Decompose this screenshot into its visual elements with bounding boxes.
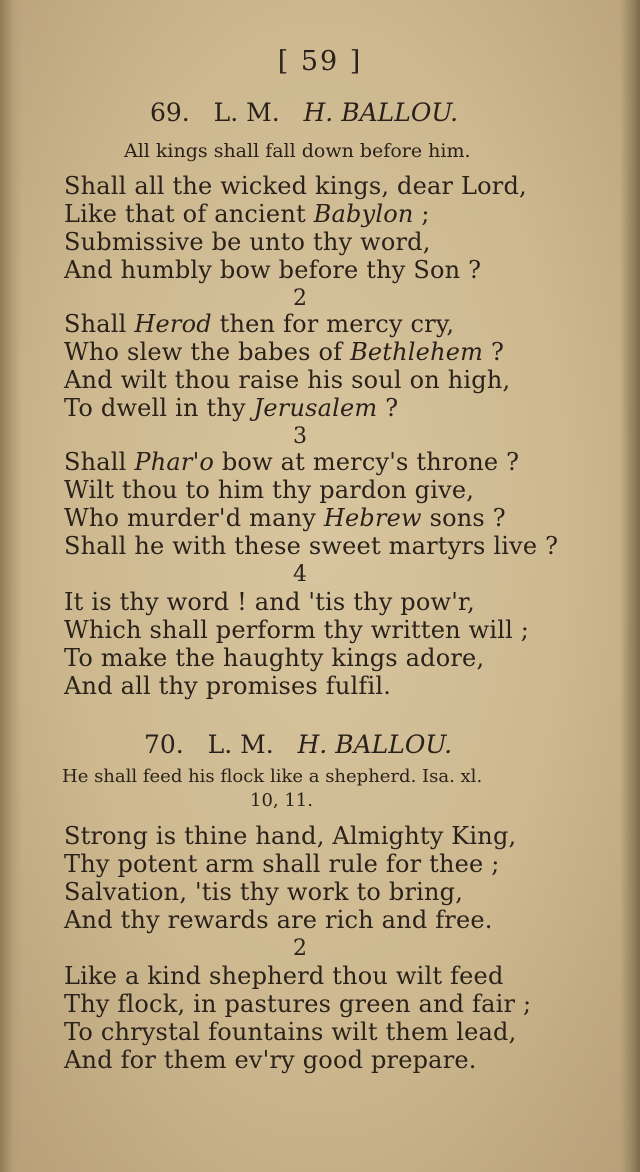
verse-line: Thy potent arm shall rule for thee ; [64,850,500,878]
verse-line: It is thy word ! and 'tis thy pow'r, [64,588,475,616]
verse-line [64,310,454,338]
hymn-meter: L. M. [207,730,274,759]
verse-line: And for them ev'ry good prepare. [64,1046,477,1074]
hymn-subtitle: All kings shall fall down before him. [124,140,471,162]
verse-segment: ; [413,200,430,228]
verse-line [64,200,430,228]
verse-line: And wilt thou raise his soul on high, [64,366,511,394]
hymn-subtitle-cont: 10, 11. [250,790,313,811]
verse-line: Strong is thine hand, Almighty King, [64,822,517,850]
verse-line: And all thy promises fulfil. [64,672,392,700]
italic-name: Jerusalem [253,394,378,422]
verse-line: Shall all the wicked kings, dear Lord, [64,172,527,200]
verse-segment: Who murder'd many [64,504,324,532]
verse-line: To make the haughty kings adore, [64,644,485,672]
hymn-header [150,98,458,127]
verse-line: Wilt thou to him thy pardon give, [64,476,475,504]
hymn-meter: L. M. [213,98,280,127]
hymn-header [144,730,452,759]
hymn-author: H. BALLOU. [297,730,453,759]
verse-line: And humbly bow before thy Son ? [64,256,482,284]
italic-name: Phar'o [134,448,215,476]
hymn-number: 69. [150,98,190,127]
italic-name: Babylon [313,200,414,228]
hymn-number: 70. [144,730,184,759]
verse-segment: ? [377,394,399,422]
verse-line [64,504,506,532]
verse-segment: Who slew the babes of [64,338,351,366]
verse-line: Which shall perform thy written will ; [64,616,530,644]
verse-line [64,338,504,366]
verse-segment: Like that of ancient [64,200,314,228]
stanza-number: 4 [293,562,307,587]
italic-name: Bethlehem [350,338,484,366]
verse-segment: sons ? [421,504,506,532]
verse-segment: then for mercy cry, [211,310,455,338]
italic-name: Herod [134,310,212,338]
verse-line: Like a kind shepherd thou wilt feed [64,962,504,990]
hymn-author: H. BALLOU. [303,98,459,127]
verse-line [64,394,398,422]
page-number: [ 59 ] [277,46,363,77]
verse-line: And thy rewards are rich and free. [64,906,493,934]
italic-name: Hebrew [323,504,422,532]
verse-line: Salvation, 'tis thy work to bring, [64,878,464,906]
stanza-number: 2 [293,286,307,311]
verse-segment: Shall [64,448,135,476]
verse-line [64,448,519,476]
hymn-subtitle: He shall feed his flock like a shepherd. Isa. xl. [62,766,483,787]
verse-segment: bow at mercy's throne ? [214,448,520,476]
verse-line: Shall he with these sweet martyrs live ? [64,532,559,560]
stanza-number: 2 [293,936,307,961]
stanza-number: 3 [293,424,307,449]
verse-segment: To dwell in thy [64,394,254,422]
page-edge-right [620,0,640,1172]
verse-line: Thy flock, in pastures green and fair ; [64,990,532,1018]
verse-line: Submissive be unto thy word, [64,228,431,256]
verse-line: To chrystal fountains wilt them lead, [64,1018,517,1046]
verse-segment: Shall [64,310,135,338]
verse-segment: ? [483,338,505,366]
